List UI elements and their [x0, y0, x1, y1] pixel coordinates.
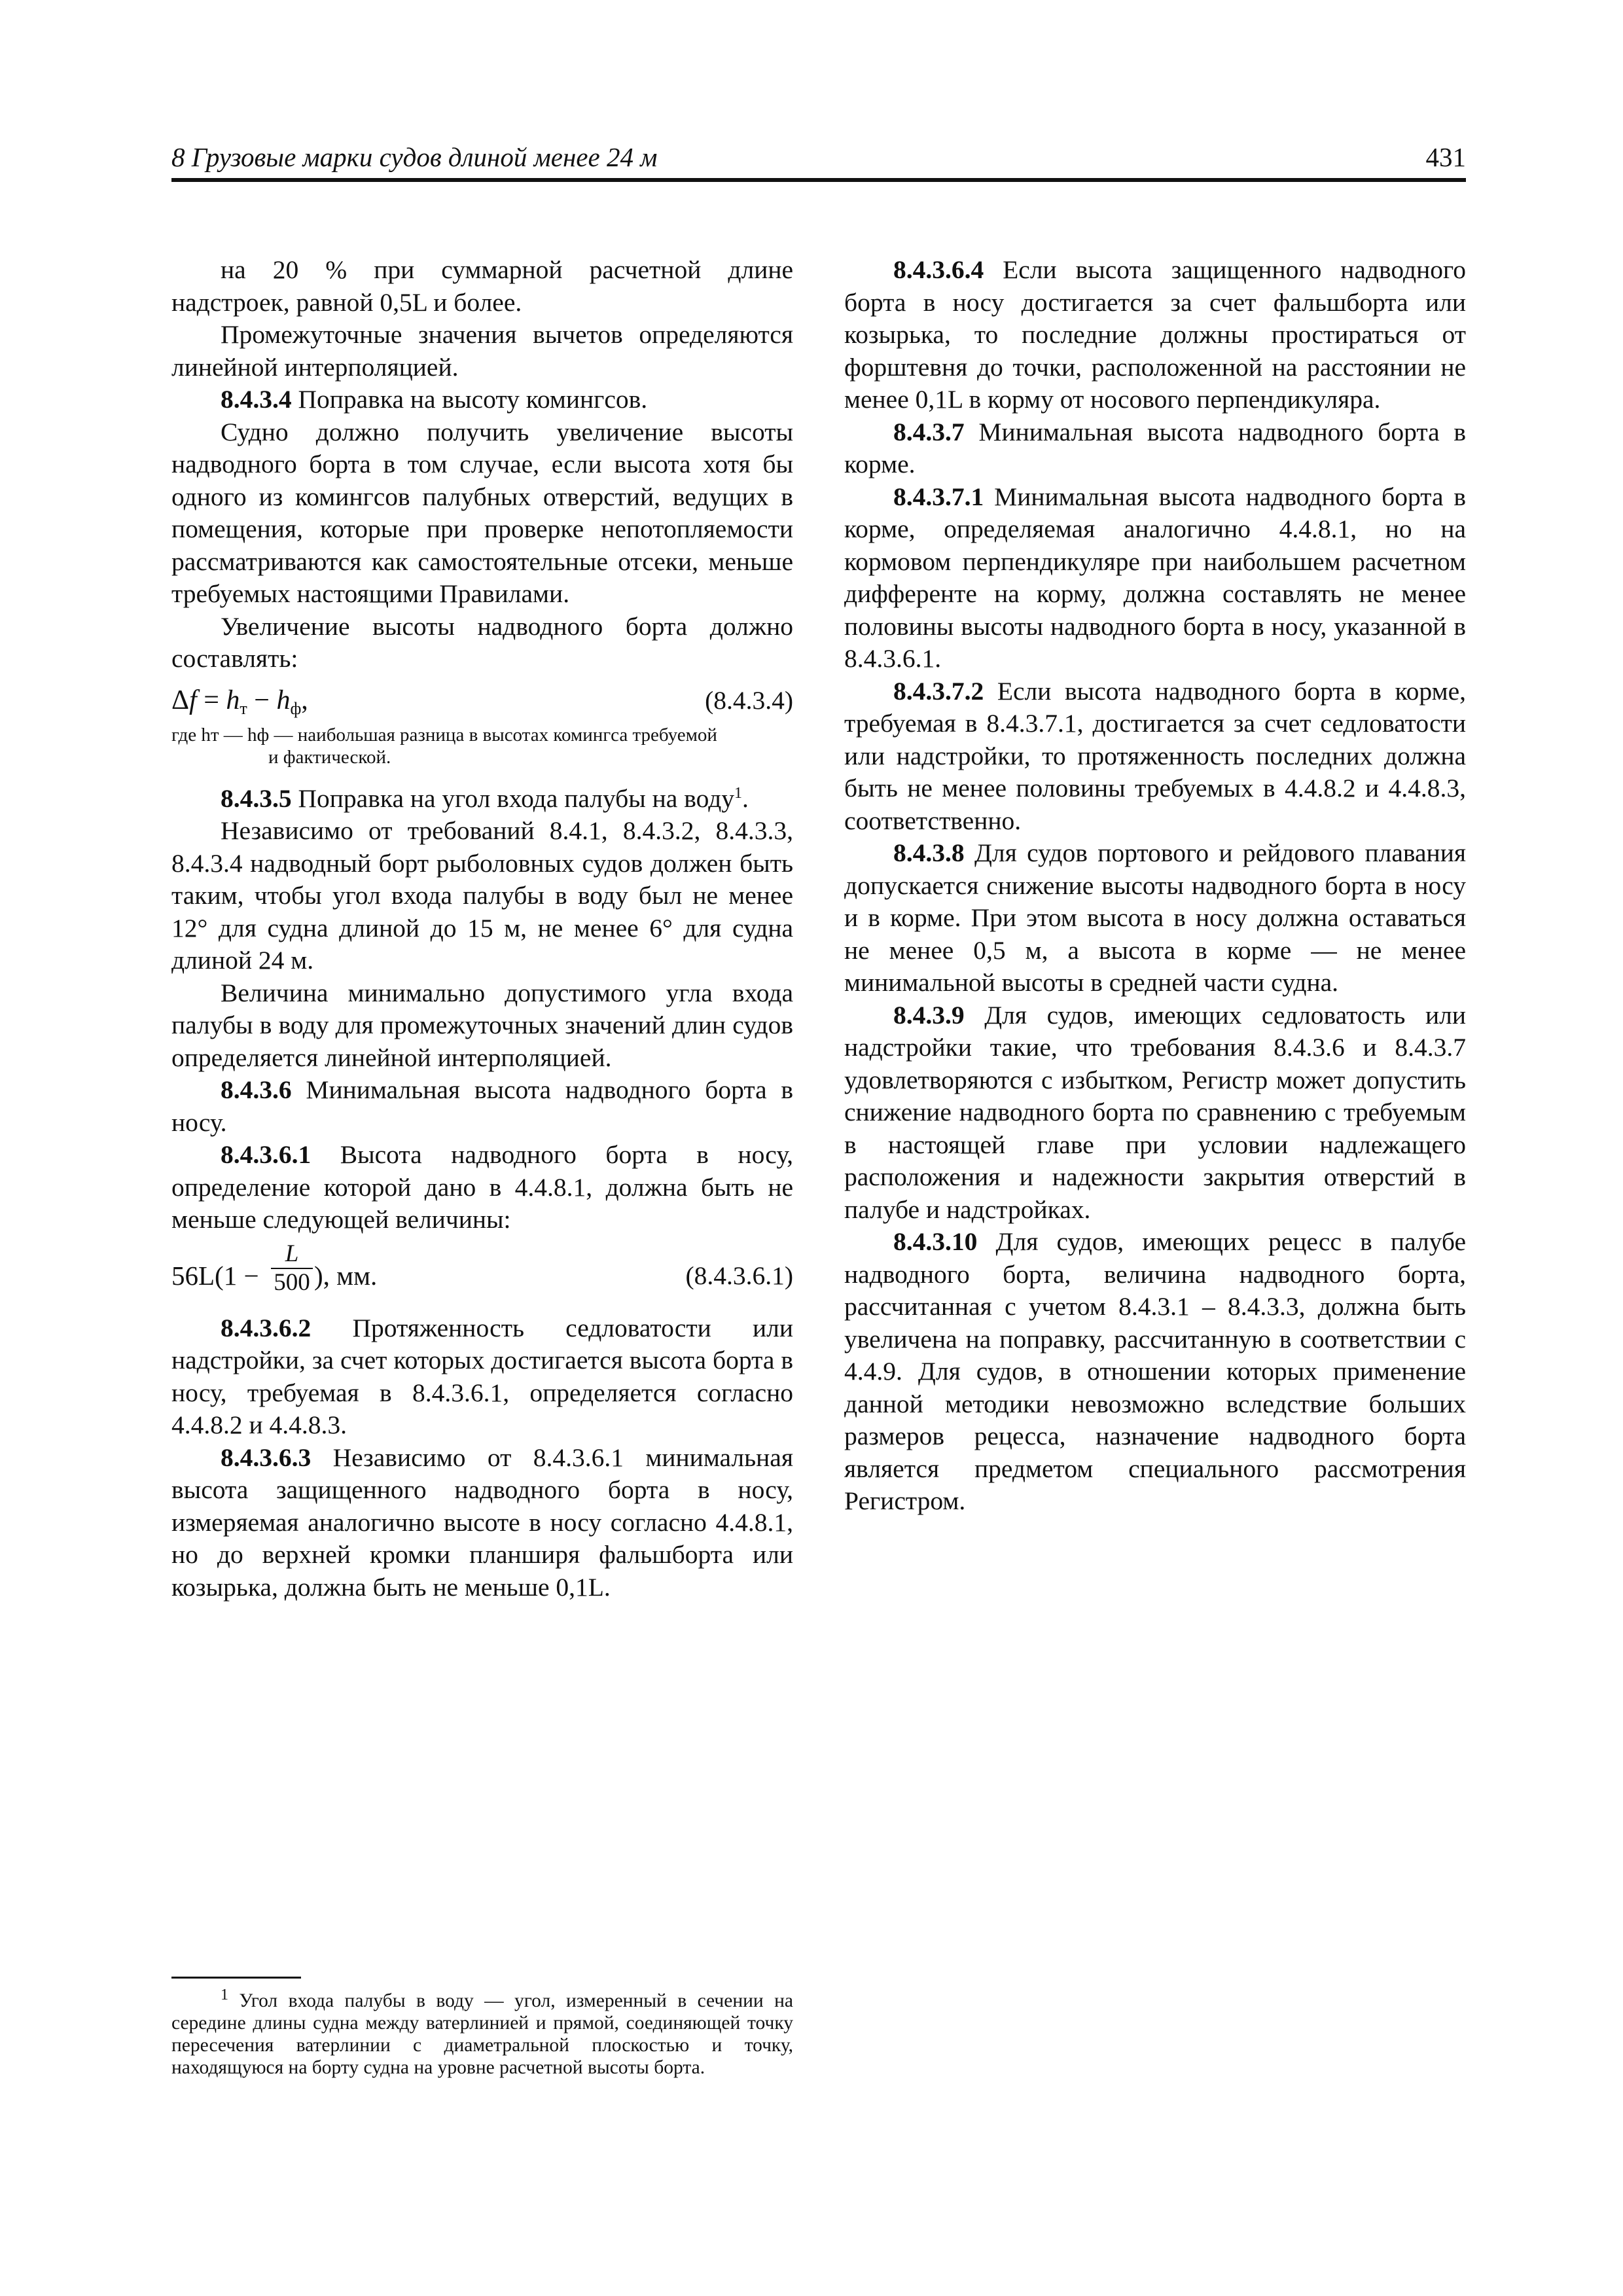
paragraph: Увеличение высоты надводного борта должно составлять:	[171, 611, 793, 673]
section-number: 8.4.3.10	[893, 1227, 978, 1256]
section-paragraph	[171, 1312, 793, 1442]
section-paragraph	[844, 837, 1466, 999]
section-paragraph	[171, 1139, 793, 1236]
formula-number: (8.4.3.6.1)	[685, 1261, 793, 1290]
section-number: 8.4.3.8	[893, 838, 965, 867]
section-number: 8.4.3.7	[893, 417, 965, 446]
section-text: Для судов, имеющих рецесс в палубе надводного борта, величина надводного борта, рассчитанная с учетом 8.4.3.1 – 8.4.3.3, должна быть увеличена на поправку, рассчитанную в соответствии с 4.4.9. Для судов, в отношении которых применение данной методики невозможно вследствие больших размеров рецесса, назначение надводного борта является предметом специального рассмотрения Регистром.	[844, 1227, 1466, 1515]
right-column	[844, 254, 1466, 1518]
section-number: 8.4.3.7.1	[893, 482, 984, 511]
chapter-title: 8 Грузовые марки судов длиной менее 24 м	[171, 142, 658, 172]
formula-fraction	[271, 1240, 313, 1297]
section-text: Для судов портового и рейдового плавания допускается снижение высоты надводного борта в носу и в корме. При этом высота в носу должна оставаться не менее 0,5 м, а высота в корме — не менее минимальной высоты в средней части судна.	[844, 838, 1466, 997]
section-text: Высота надводного борта в носу, определение которой дано в 4.4.8.1, должна быть не меньше следующей величины:	[171, 1140, 793, 1234]
formula-lhs: 56L(1 −	[171, 1260, 259, 1291]
running-header	[171, 139, 1466, 182]
section-text: Минимальная высота надводного борта в корме.	[844, 417, 1466, 478]
formula-expression: $\Delta f = h_т - h_ф$,	[171, 685, 308, 718]
section-paragraph	[171, 1074, 793, 1139]
paragraph: Независимо от требований 8.4.1, 8.4.3.2, 8.4.3.3, 8.4.3.4 надводный борт рыболовных судов должен быть таким, чтобы угол входа палубы в воду был не менее 12° для судна длиной до 15 м, не менее 6° для судна длиной 24 м.	[171, 816, 793, 975]
section-number: 8.4.3.7.2	[893, 676, 984, 706]
page-number: 431	[1425, 142, 1466, 172]
explanation-line: где hт — hф — наибольшая разница в высотах комингса требуемой	[171, 724, 717, 745]
paragraph: на 20 % при суммарной расчетной длине надстроек, равной 0,5L и более.	[171, 255, 793, 317]
footnote-separator	[171, 1977, 301, 1979]
explanation-line: и фактической.	[268, 746, 391, 768]
section-text: Поправка на высоту комингсов.	[291, 385, 648, 414]
footnote-mark: 1	[221, 1986, 228, 2004]
section-paragraph	[844, 416, 1466, 481]
section-text: Поправка на угол входа палубы на воду	[291, 783, 735, 813]
section-paragraph	[844, 254, 1466, 416]
section-number: 8.4.3.6.2	[221, 1313, 312, 1342]
fraction-denominator: 500	[274, 1268, 310, 1296]
section-text: Если высота надводного борта в корме, требуемая в 8.4.3.7.1, достигается за счет седловатости или надстройки, то протяженность последних должна быть не менее половины требуемых в 4.4.8.2 и 4.4.8.3, соответственно.	[844, 676, 1466, 835]
section-paragraph	[844, 1226, 1466, 1518]
section-paragraph	[171, 1442, 793, 1604]
section-text: Независимо от 8.4.3.6.1 минимальная высота защищенного надводного борта в носу, измеряемая аналогично высоте в носу согласно 4.4.8.1, но до верхней кромки планширя фальшборта или козырька, должна быть не меньше 0,1L.	[171, 1443, 793, 1602]
footnote	[171, 1986, 793, 2079]
formula-8-4-3-4	[171, 681, 793, 721]
formula-number: (8.4.3.4)	[705, 685, 793, 715]
footnote-ref: 1	[734, 784, 743, 802]
section-number: 8.4.3.6.4	[893, 255, 984, 284]
formula-rhs: ), мм.	[314, 1260, 378, 1291]
section-text: Протяженность седловатости или надстройки, за счет которых достигается высота борта в носу, требуемая в 8.4.3.6.1, определяется согласно 4.4.8.2 и 4.4.8.3.	[171, 1313, 793, 1439]
section-number: 8.4.3.9	[893, 1000, 965, 1030]
section-text: Для судов, имеющих седловатость или надстройки такие, что требования 8.4.3.6 и 8.4.3.7 удовлетворяются с избытком, Регистр может допустить снижение надводного борта по сравнению с требуемым в настоящей главе при условии надлежащего расположения и надежности закрытия отверстий в палубе и надстройках.	[844, 1000, 1466, 1224]
section-number: 8.4.3.6	[221, 1075, 292, 1104]
section-paragraph	[844, 999, 1466, 1227]
formula-explanation	[171, 724, 793, 768]
section-number: 8.4.3.6.3	[221, 1443, 312, 1472]
section-text: Минимальная высота надводного борта в носу.	[171, 1075, 793, 1137]
left-column	[171, 254, 793, 1604]
section-paragraph	[171, 384, 793, 416]
formula-8-4-3-6-1	[171, 1240, 793, 1303]
section-number: 8.4.3.4	[221, 385, 292, 414]
paragraph: Величина минимально допустимого угла входа палубы в воду для промежуточных значений длин судов определяется линейной интерполяцией.	[171, 978, 793, 1072]
footnote-text: Угол входа палубы в воду — угол, измеренный в сечении на середине длины судна между ватерлинией и прямой, соединяющей точку пересечения ватерлинии с диаметральной плоскостью и точку, находящуюся на борту судна на уровне расчетной высоты борта.	[171, 1990, 793, 2078]
section-paragraph	[844, 481, 1466, 675]
paragraph: Промежуточные значения вычетов определяются линейной интерполяцией.	[171, 320, 793, 382]
section-paragraph	[844, 675, 1466, 838]
section-number: 8.4.3.5	[221, 783, 292, 813]
section-number: 8.4.3.6.1	[221, 1140, 312, 1169]
section-text: Если высота защищенного надводного борта в носу достигается за счет фальшборта или козырька, то последние должны простираться от форштевня до точки, расположенной на расстоянии не менее 0,1L в корму от носового перпендикуляра.	[844, 255, 1466, 414]
fraction-numerator: L	[271, 1240, 313, 1269]
paragraph: Судно должно получить увеличение высоты надводного борта в том случае, если высота хотя бы одного из комингсов палубных отверстий, ведущих в помещения, которые при проверке непотопляемости рассматриваются как самостоятельные отсеки, меньше требуемых настоящими Правилами.	[171, 417, 793, 608]
section-text: Минимальная высота надводного борта в корме, определяемая аналогично 4.4.8.1, но на кормовом перпендикуляре при наибольшем расчетном дифференте на корму, должна составлять не менее половины высоты надводного борта в носу, указанной в 8.4.3.6.1.	[844, 482, 1466, 673]
section-paragraph: 8.4.3.5 Поправка на угол входа палубы на воду$^1$.	[221, 783, 749, 813]
